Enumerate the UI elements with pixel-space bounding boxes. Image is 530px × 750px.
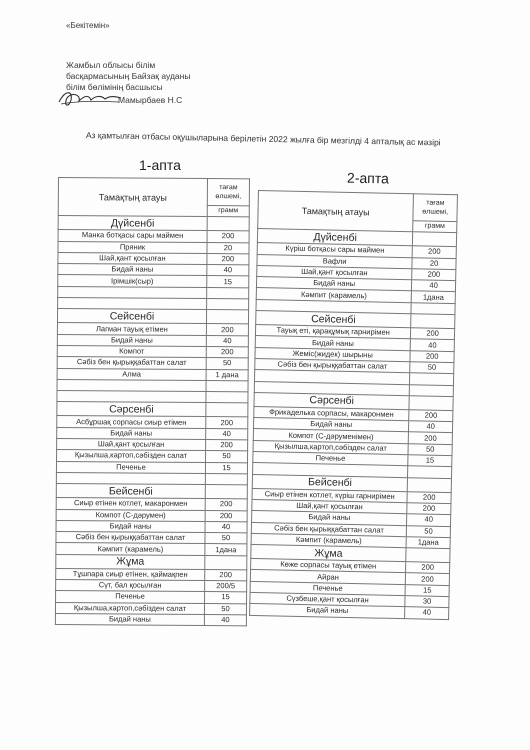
dish-name: Шай,қант қосылған bbox=[58, 252, 207, 264]
dish-name: Күріш ботқасы сары маймен bbox=[257, 243, 412, 258]
day-heading-blank bbox=[411, 314, 455, 329]
day-heading: Сәрсенбі bbox=[57, 402, 206, 417]
portion-size: 1 дана bbox=[206, 369, 248, 381]
dish-name: Кәмпит (карамель) bbox=[251, 533, 406, 548]
column-header-food-name: Тамақтың атауы bbox=[258, 191, 414, 233]
portion-size: 40 bbox=[207, 265, 249, 277]
portion-size: 15 bbox=[207, 276, 249, 288]
portion-size: 15 bbox=[205, 462, 247, 474]
portion-size: 40 bbox=[205, 521, 247, 533]
dish-name: Сүзбеше,қант қосылған bbox=[250, 592, 405, 607]
day-heading-blank bbox=[205, 485, 247, 499]
dish-name: Печенье bbox=[253, 451, 408, 466]
dish-name: Бидай наны bbox=[250, 604, 405, 619]
dish-name: Сиыр етінен котлет, күріш гарнирімен bbox=[252, 488, 407, 503]
dish-name: Кәмпит (карамель) bbox=[256, 288, 411, 303]
dish-name: Бидай наны bbox=[56, 520, 205, 532]
day-heading-blank bbox=[409, 396, 453, 411]
day-heading-blank bbox=[413, 232, 457, 247]
menu-row bbox=[57, 450, 248, 463]
menu-row bbox=[55, 602, 246, 615]
dish-name: Печенье bbox=[250, 581, 405, 596]
portion-size bbox=[206, 380, 248, 392]
dish-name: Лагман тауық етімен bbox=[57, 323, 206, 335]
day-heading: Бейсенбі bbox=[252, 474, 407, 491]
dish-name: Сәбіз бен қырыққабаттан салат bbox=[251, 522, 406, 537]
portion-size: 20 bbox=[412, 257, 456, 269]
portion-size: 200/5 bbox=[205, 581, 247, 593]
portion-size: 20 bbox=[207, 242, 249, 254]
menu-row bbox=[56, 532, 247, 545]
column-header-food-name: Тамақтың атауы bbox=[58, 178, 207, 217]
portion-size bbox=[409, 384, 453, 396]
portion-size: 200 bbox=[205, 569, 247, 581]
portion-size: 40 bbox=[412, 280, 456, 292]
dish-name: Пряник bbox=[58, 241, 207, 253]
menu-row bbox=[55, 613, 246, 626]
dish-name: Айран bbox=[250, 570, 405, 585]
portion-size: 40 bbox=[206, 428, 248, 440]
portion-size: 50 bbox=[410, 362, 454, 374]
dish-name: Жеміс(жидек) шырыны bbox=[255, 347, 410, 362]
dish-name: Көже сорпасы тауық етімен bbox=[251, 559, 406, 574]
portion-size: 40 bbox=[407, 514, 451, 526]
org-line: Жамбыл облысы білім bbox=[66, 60, 156, 70]
document-title: Аз қамтылған отбасы оқушыларына берілетін 2022 жылға бір мезгілді 4 апталық ас мәзірі bbox=[85, 130, 441, 148]
dish-name: Компот (С-дәруменімен) bbox=[253, 429, 408, 444]
signatory-name: Мамырбаев Н.С bbox=[118, 95, 183, 105]
portion-size: 15 bbox=[408, 455, 452, 467]
dish-name: Асбұршақ сорпасы сиыр етімен bbox=[57, 416, 206, 428]
column-header-unit: грамм bbox=[413, 221, 457, 233]
dish-name: Шай,қант қосылған bbox=[57, 439, 206, 451]
day-heading: Сәрсенбі bbox=[254, 392, 409, 409]
portion-size: 50 bbox=[205, 451, 247, 463]
portion-size: 200 bbox=[207, 253, 249, 265]
portion-size: 200 bbox=[407, 503, 451, 515]
portion-size: 1дана bbox=[205, 544, 247, 556]
portion-size: 200 bbox=[405, 573, 449, 585]
portion-size: 200 bbox=[412, 269, 456, 281]
dish-name: Шай,қант қосылған bbox=[252, 499, 407, 514]
portion-size: 40 bbox=[410, 339, 454, 351]
dish-name: Компот bbox=[57, 345, 206, 357]
org-line: білім бөлімінің басшысы bbox=[66, 82, 163, 92]
day-heading: Дүйсенбі bbox=[257, 229, 412, 246]
day-heading-blank bbox=[406, 548, 450, 563]
column-header-portion: тағам өлшемі, bbox=[413, 194, 457, 222]
dish-name: Кәмпит (карамель) bbox=[56, 543, 205, 555]
day-heading-blank bbox=[407, 477, 451, 492]
column-header-portion: тағам өлшемі, bbox=[207, 179, 249, 206]
day-heading: Сейсенбі bbox=[57, 309, 206, 324]
portion-size: 200 bbox=[406, 562, 450, 574]
portion-size: 200 bbox=[206, 440, 248, 452]
dish-name: Тауық еті, қарақұмық гарнирімен bbox=[255, 325, 410, 340]
week-1-title: 1-апта bbox=[139, 157, 181, 173]
menu-row bbox=[58, 230, 249, 243]
portion-size: 1дана bbox=[411, 291, 455, 303]
dish-name: Қызылша,картоп,сәбізден салат bbox=[57, 450, 206, 462]
portion-size: 50 bbox=[406, 525, 450, 537]
week-2-menu-table bbox=[249, 190, 458, 620]
day-heading: Бейсенбі bbox=[56, 484, 205, 499]
day-heading: Дүйсенбі bbox=[58, 216, 207, 231]
day-heading: Сейсенбі bbox=[256, 311, 411, 328]
portion-size: 200 bbox=[408, 432, 452, 444]
dish-name: Сәбіз бен қырыққабаттан салат bbox=[57, 357, 206, 369]
dish-name: Бидай наны bbox=[256, 277, 411, 292]
portion-size bbox=[206, 392, 248, 404]
column-header-unit: грамм bbox=[207, 206, 249, 218]
portion-size: 40 bbox=[206, 335, 248, 347]
dish-name: Ірімшік(сыр) bbox=[58, 275, 207, 287]
week-2-title: 2-апта bbox=[346, 169, 389, 187]
portion-size: 30 bbox=[405, 596, 449, 608]
menu-row bbox=[57, 357, 248, 370]
portion-size: 200 bbox=[411, 328, 455, 340]
portion-size bbox=[408, 466, 452, 478]
day-heading: Жұма bbox=[251, 545, 406, 562]
portion-size: 200 bbox=[407, 491, 451, 503]
day-heading-blank bbox=[206, 403, 248, 417]
portion-size: 200 bbox=[412, 246, 456, 258]
menu-row bbox=[57, 416, 248, 429]
portion-size: 50 bbox=[206, 358, 248, 370]
dish-name: Фрикаделька сорпасы, макаронмен bbox=[254, 406, 409, 421]
portion-size bbox=[410, 373, 454, 385]
portion-size bbox=[205, 473, 247, 485]
dish-name: Бидай наны bbox=[55, 613, 204, 625]
portion-size: 50 bbox=[204, 603, 246, 615]
dish-name: Сүт, бал қосылған bbox=[56, 580, 205, 592]
portion-size: 40 bbox=[204, 614, 246, 626]
menu-row bbox=[56, 498, 247, 511]
org-line: басқармасының Байзақ ауданы bbox=[66, 71, 191, 81]
week-1-menu-table bbox=[55, 177, 250, 627]
portion-size: 200 bbox=[410, 350, 454, 362]
dish-name: Печенье bbox=[56, 461, 205, 473]
dish-name: Сиыр етінен котлет, макаронмен bbox=[56, 498, 205, 510]
menu-row bbox=[56, 568, 247, 581]
dish-name: Бидай наны bbox=[253, 418, 408, 433]
portion-size bbox=[207, 299, 249, 311]
dish-name: Бидай наны bbox=[57, 334, 206, 346]
portion-size: 200 bbox=[206, 347, 248, 359]
portion-size: 200 bbox=[205, 499, 247, 511]
dish-name: Қызылша,картоп,сәбізден салат bbox=[55, 602, 204, 614]
portion-size: 200 bbox=[207, 231, 249, 243]
portion-size: 50 bbox=[408, 443, 452, 455]
dish-name: Манка ботқасы сары маймен bbox=[58, 230, 207, 242]
dish-name: Печенье bbox=[56, 591, 205, 603]
dish-name: Алма bbox=[57, 368, 206, 380]
portion-size bbox=[207, 287, 249, 299]
portion-size bbox=[411, 303, 455, 315]
dish-name: Бидай наны bbox=[252, 511, 407, 526]
dish-name: Вафли bbox=[257, 254, 412, 269]
approval-stamp-text: «Бекітемін» bbox=[66, 21, 110, 30]
portion-size: 50 bbox=[205, 533, 247, 545]
portion-size: 40 bbox=[409, 421, 453, 433]
portion-size: 15 bbox=[204, 592, 246, 604]
day-heading-blank bbox=[207, 217, 249, 231]
portion-size: 200 bbox=[205, 510, 247, 522]
portion-size: 15 bbox=[405, 584, 449, 596]
dish-name: Бидай наны bbox=[57, 427, 206, 439]
portion-size: 1дана bbox=[406, 537, 450, 549]
signature-image bbox=[55, 86, 125, 110]
portion-size: 200 bbox=[206, 417, 248, 429]
dish-name: Сәбіз бен қырыққабаттан салат bbox=[56, 532, 205, 544]
day-heading: Жұма bbox=[56, 554, 205, 569]
day-heading-blank bbox=[206, 310, 248, 324]
dish-name: Тұшпара сиыр етінен, қаймақпен bbox=[56, 568, 205, 580]
portion-size: 200 bbox=[409, 410, 453, 422]
portion-size: 40 bbox=[405, 607, 449, 619]
day-heading-blank bbox=[205, 555, 247, 569]
dish-name: Бидай наны bbox=[255, 336, 410, 351]
dish-name: Шай,қант қосылған bbox=[257, 265, 412, 280]
dish-name: Сәбіз бен қырыққабаттан салат bbox=[255, 358, 410, 373]
dish-name: Компот (С-дәрумен) bbox=[56, 509, 205, 521]
dish-name: Бидай наны bbox=[58, 264, 207, 276]
portion-size: 200 bbox=[206, 324, 248, 336]
dish-name: Қызылша,картоп,сәбізден салат bbox=[253, 440, 408, 455]
